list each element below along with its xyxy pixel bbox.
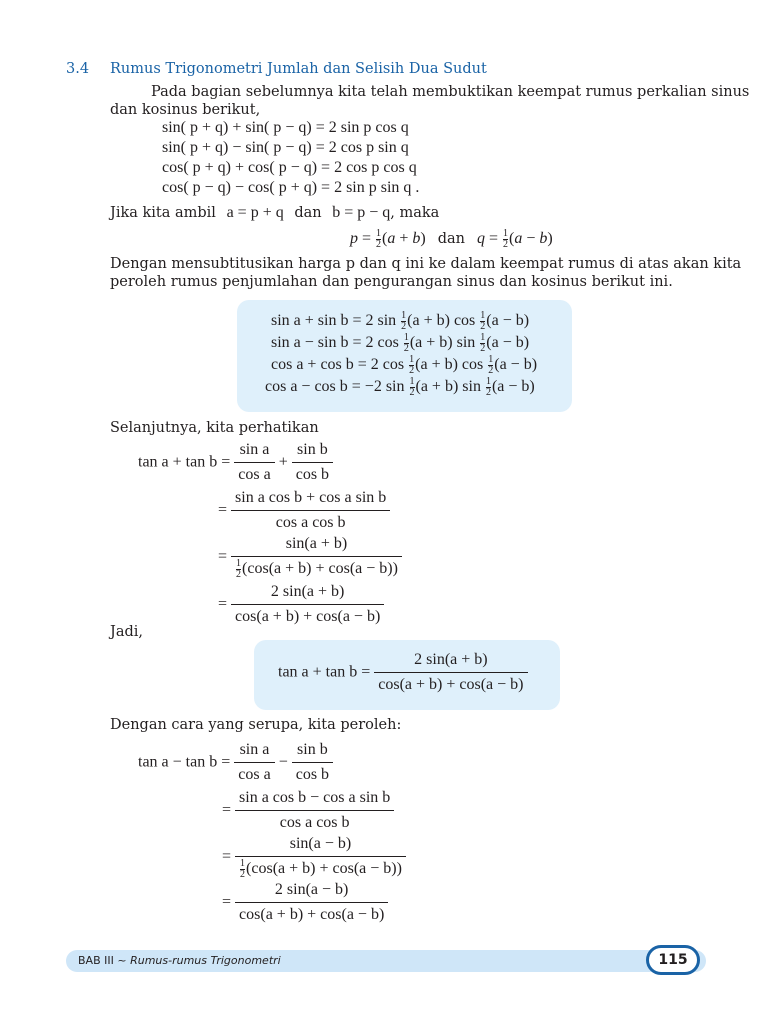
tan-sum-step-2: = $\frac{\text{sin a cos b + cos a sin b}}{\text{cos a cos b}}$: [218, 488, 390, 533]
jika-dan: dan: [294, 205, 322, 221]
substitution-line: [110, 203, 439, 223]
intro-line-2: dan kosinus berikut,: [110, 102, 261, 118]
jika-maka: , maka: [390, 205, 440, 221]
tan-diff-step-1: tan a − tan b = $\frac{\text{sin a}}{\text{cos a}}$ − $\frac{\text{sin b}}{\text{cos b}}$: [138, 740, 333, 785]
substitution-paragraph-line-2: peroleh rumus penjumlahan dan pengurangan sinus dan kosinus berikut ini.: [110, 274, 673, 290]
sum-formula-row: cos a + cos b = 2 cos $\frac{1}{2}$ (a + b) cos $\frac{1}{2}$ (a − b): [271, 353, 538, 376]
product-formula: cos( p − q) − cos( p + q) = 2 sin p sin q .: [162, 179, 420, 196]
sum-formula-row: cos a − cos b = −2 sin $\frac{1}{2}$ (a + b) sin $\frac{1}{2}$ (a − b): [265, 375, 535, 398]
sum-formulas-list: [265, 309, 538, 398]
product-formula: sin( p + q) + sin( p − q) = 2 sin p cos q: [162, 119, 409, 136]
page-number: 115: [646, 945, 700, 975]
jika-prefix: Jika kita ambil: [110, 205, 216, 221]
jadi-text: Jadi,: [110, 624, 143, 640]
section-number: 3.4: [66, 61, 90, 77]
b-definition: b = p − q: [332, 204, 391, 221]
tan-sum-step-3: = sin(a + b) $\frac{1}{2}$ (cos(a + b) + cos(a − b)): [218, 534, 402, 580]
dan-word: dan: [437, 231, 465, 248]
pq-solution: p = $\frac{1}{2}$ (a + b) dan q = $\frac{1}{2}$ (a − b): [350, 228, 553, 250]
tan-sum-result: tan a + tan b = $\frac{2 \sin(a + b)}{\cos(a + b) + \cos(a - b)}$: [278, 650, 528, 695]
footer-chapter: [78, 954, 281, 967]
tan-sum-step-4: = $\frac{2 \sin(a + b)}{\cos(a + b) + \cos(a - b)}$: [218, 582, 384, 627]
half-fraction: $\frac{1}{2}$: [376, 228, 382, 250]
intro-line-1: Pada bagian sebelumnya kita telah membuktikan keempat rumus perkalian sinus: [151, 84, 750, 100]
sum-formula-row: sin a − sin b = 2 cos $\frac{1}{2}$ (a + b) sin $\frac{1}{2}$ (a − b): [271, 331, 530, 354]
half-fraction: $\frac{1}{2}$: [503, 228, 509, 250]
footer-chapter-label: BAB III: [78, 954, 114, 967]
tan-diff-step-4: = $\frac{2 \sin(a - b)}{\cos(a + b) + \cos(a - b)}$: [222, 880, 388, 925]
product-formula: sin( p + q) − sin( p − q) = 2 cos p sin q: [162, 139, 409, 156]
dengan-cara-text: Dengan cara yang serupa, kita peroleh:: [110, 717, 402, 733]
a-definition: a = p + q: [226, 204, 284, 221]
footer-chapter-title: Rumus-rumus Trigonometri: [130, 954, 281, 967]
tan-diff-step-2: = $\frac{\text{sin a cos b − cos a sin b}}{\text{cos a cos b}}$: [222, 788, 394, 833]
sum-formula-row: sin a + sin b = 2 sin $\frac{1}{2}$ (a + b) cos $\frac{1}{2}$ (a − b): [271, 309, 530, 332]
selanjutnya-text: Selanjutnya, kita perhatikan: [110, 420, 319, 436]
product-formula: cos( p + q) + cos( p − q) = 2 cos p cos q: [162, 159, 417, 176]
section-title: Rumus Trigonometri Jumlah dan Selisih Dua Sudut: [110, 61, 487, 77]
substitution-paragraph-line-1: Dengan mensubtitusikan harga p dan q ini ke dalam keempat rumus di atas akan kita: [110, 256, 742, 272]
product-formula-list: [162, 118, 419, 198]
tan-diff-step-3: = sin(a − b) $\frac{1}{2}$ (cos(a + b) + cos(a − b)): [222, 834, 406, 880]
footer-separator: ~: [117, 954, 127, 967]
tan-sum-step-1: tan a + tan b = $\frac{\text{sin a}}{\text{cos a}}$ + $\frac{\text{sin b}}{\text{cos b}}$: [138, 440, 333, 485]
